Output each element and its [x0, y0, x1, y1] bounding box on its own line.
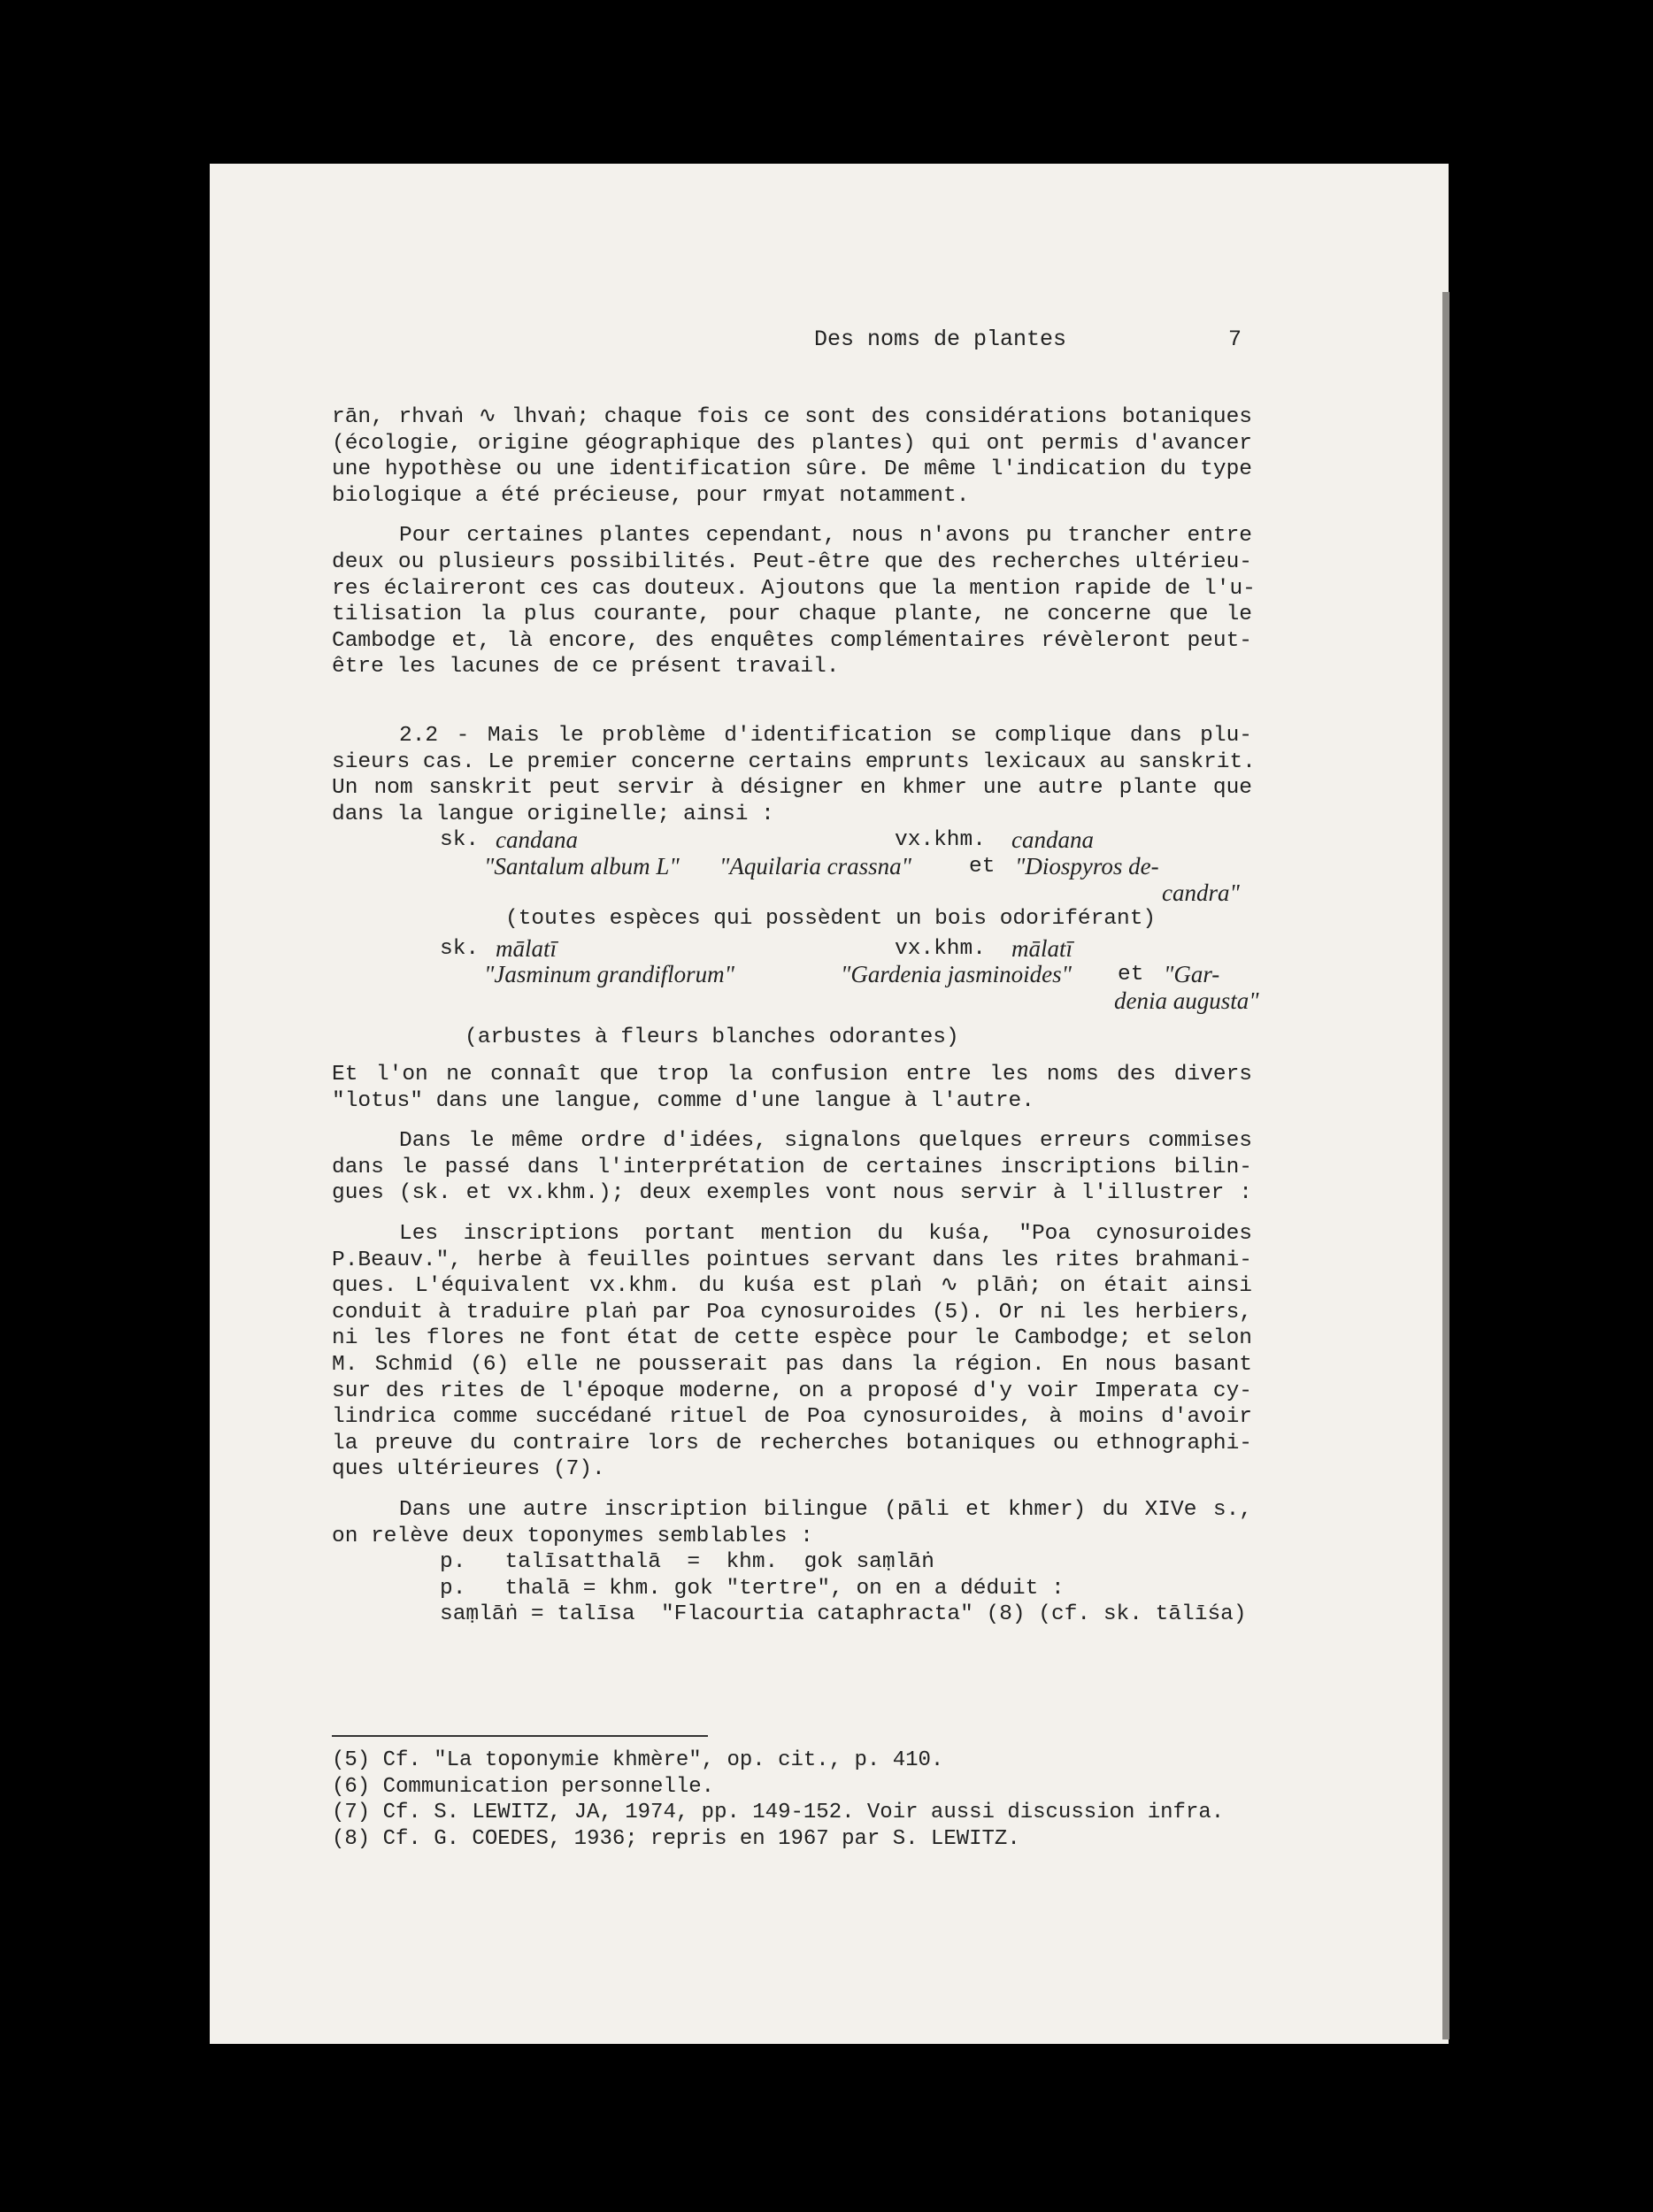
ex1-tgt-lang: vx.khm. [895, 828, 986, 853]
footnote-7: (7) Cf. S. LEWITZ, JA, 1974, pp. 149-152. Voir aussi discussion infra. [332, 1801, 1225, 1825]
line: Pour certaines plantes cependant, nous n'avons pu trancher entre [399, 524, 1252, 549]
paragraph-3 [332, 723, 1256, 827]
paragraph-5 [332, 1128, 1252, 1207]
line: lindrica comme succédané rituel de Poa cynosuroides, à moins d'avoir [332, 1405, 1252, 1430]
line: P.Beauv.", herbe à feuilles pointues servant dans les rites brahmani- [332, 1248, 1252, 1272]
ex1-note: (toutes espèces qui possèdent un bois odoriférant) [505, 907, 1157, 932]
footnote-6: (6) Communication personnelle. [332, 1774, 715, 1799]
toponym-line: saṃlāṅ = talīsa "Flacourtia cataphracta" (8) (cf. sk. tālīśa) [440, 1602, 1247, 1627]
line: sieurs cas. Le premier concerne certains emprunts lexicaux au sanskrit. [332, 749, 1256, 774]
line: la preuve du contraire lors de recherches botaniques ou ethnographi- [332, 1431, 1252, 1455]
ex2-note: (arbustes à fleurs blanches odorantes) [465, 1025, 959, 1050]
line: "lotus" dans une langue, comme d'une langue à l'autre. [332, 1088, 1034, 1113]
ex2-tgt-species-b-cont: denia augusta" [1114, 987, 1259, 1014]
ex2-tgt-lang: vx.khm. [895, 936, 986, 961]
line: Les inscriptions portant mention du kuśa, "Poa cynosuroides [399, 1222, 1252, 1247]
line: on relève deux toponymes semblables : [332, 1524, 813, 1548]
line: M. Schmid (6) elle ne pousserait pas dans la région. En nous basant [332, 1353, 1252, 1377]
ex2-src-word: mālatī [496, 934, 557, 962]
line: dans la langue originelle; ainsi : [332, 802, 774, 826]
ex1-src-word: candana [496, 826, 578, 854]
paragraph-4 [332, 1062, 1252, 1114]
line: Dans le même ordre d'idées, signalons quelques erreurs commises [399, 1129, 1252, 1154]
line: Un nom sanskrit peut servir à désigner en khmer une autre plante que [332, 776, 1252, 801]
footnotes [332, 1747, 1252, 1852]
footnote-5: (5) Cf. "La toponymie khmère", op. cit., p. 410. [332, 1748, 944, 1772]
paragraph-7 [332, 1497, 1252, 1549]
running-title: Des noms de plantes [814, 326, 1067, 352]
footnote-8: (8) Cf. G. COEDES, 1936; repris en 1967 par S. LEWITZ. [332, 1826, 1020, 1851]
toponym-examples [332, 1549, 1252, 1628]
footnote-rule [332, 1735, 708, 1737]
ex1-conj: et [969, 854, 996, 879]
line: sur des rites de l'époque moderne, on a proposé d'y voir Imperata cy- [332, 1379, 1252, 1403]
document-page [210, 164, 1449, 2044]
ex2-src-lang: sk. [440, 936, 480, 961]
body-text [332, 404, 1259, 1628]
line: Cambodge et, là encore, des enquêtes complémentaires révèleront peut- [332, 628, 1252, 653]
ex1-tgt-species-a: "Aquilaria crassna" [719, 852, 911, 879]
ex1-src-lang: sk. [440, 828, 480, 853]
line: biologique a été précieuse, pour rmyat notamment. [332, 483, 970, 508]
ex1-tgt-word: candana [1011, 826, 1094, 854]
ex2-tgt-species-b: "Gar- [1164, 961, 1220, 988]
line: ni les flores ne font état de cette espèce pour le Cambodge; et selon [332, 1326, 1252, 1351]
line: ques ultérieures (7). [332, 1457, 605, 1482]
ex2-tgt-word: mālatī [1011, 934, 1073, 962]
ex2-src-species: "Jasminum grandiflorum" [484, 961, 734, 988]
line: Dans une autre inscription bilingue (pāli et khmer) du XIVe s., [399, 1497, 1252, 1522]
ex2-conj: et [1118, 963, 1144, 987]
example-malati [332, 934, 1259, 1051]
line: ques. L'équivalent vx.khm. du kuśa est plaṅ ∿ plāṅ; on était ainsi [332, 1274, 1252, 1299]
line: Et l'on ne connaît que trop la confusion entre les noms des divers [332, 1063, 1252, 1087]
line: dans le passé dans l'interprétation de certaines inscriptions bilin- [332, 1155, 1252, 1179]
ex1-tgt-species-b: "Diospyros de- [1015, 852, 1159, 879]
line: 2.2 - Mais le problème d'identification se complique dans plu- [399, 723, 1252, 748]
line: tilisation la plus courante, pour chaque plante, ne concerne que le [332, 603, 1252, 627]
toponym-line: p. thalā = khm. gok "tertre", on en a déduit : [440, 1576, 1065, 1601]
page-stack-edge [1442, 292, 1449, 2039]
page-header [210, 326, 1449, 362]
line: rān, rhvaṅ ∿ lhvaṅ; chaque fois ce sont des considérations botaniques [332, 405, 1252, 429]
page-number: 7 [1228, 326, 1242, 352]
line: conduit à traduire plaṅ par Poa cynosuroides (5). Or ni les herbiers, [332, 1300, 1252, 1325]
ex1-tgt-species-b-cont: candra" [1162, 879, 1240, 906]
ex1-src-species: "Santalum album L" [484, 852, 680, 879]
paragraph-6 [332, 1221, 1252, 1483]
line: être les lacunes de ce présent travail. [332, 655, 840, 680]
paragraph-1 [332, 404, 1252, 509]
line: deux ou plusieurs possibilités. Peut-être que des recherches ultérieu- [332, 549, 1252, 574]
toponym-line: p. talīsatthalā = khm. gok saṃlāṅ [440, 1550, 934, 1575]
line: res éclaireront ces cas douteux. Ajoutons que la mention rapide de l'u- [332, 576, 1256, 601]
example-candana [332, 827, 1252, 932]
line: gues (sk. et vx.khm.); deux exemples vont nous servir à l'illustrer : [332, 1181, 1252, 1206]
line: (écologie, origine géographique des plantes) qui ont permis d'avancer [332, 431, 1252, 456]
line: une hypothèse ou une identification sûre. De même l'indication du type [332, 457, 1252, 482]
ex2-tgt-species-a: "Gardenia jasminoides" [841, 961, 1072, 988]
paragraph-2 [332, 523, 1256, 680]
